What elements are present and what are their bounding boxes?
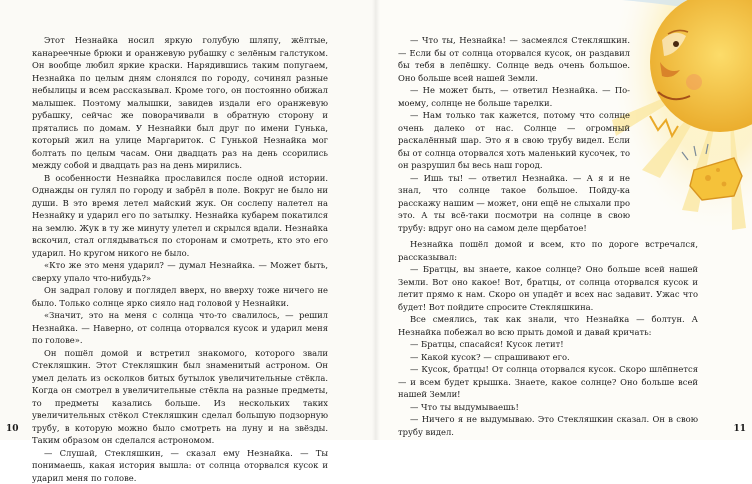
left-page-text [32, 34, 328, 484]
paragraph: Этот Незнайка носил яркую голубую шляпу, жёлтые, канареечные брюки и оранжевую рубашку с зелёным галстуком. Он вообще любил яркие краски. Нарядившись таким попугаем, Незнайка по целым дням слонялся по городу, сочинял разные небылицы и всем рассказывал. Кроме того, он постоянно обижал малышек. Поэтому малышки, завидев издали его оранжевую рубашку, сейчас же поворачивали в обратную сторону и прятались по домам. У Незнайки был друг по имени Гунька, который жил на улице Маргариток. С Гунькой Незнайка мог болтать по целым часам. Они двадцать раз на день ссорились между собой и двадцать раз на день мирились. [32, 34, 328, 172]
paragraph: — Слушай, Стекляшкин, — сказал ему Незнайка. — Ты понимаешь, какая история вышла: от солнца оторвался кусок и ударил меня по голове. [32, 447, 328, 484]
paragraph: «Значит, это на меня с солнца что-то свалилось, — решил Незнайка. — Наверно, от солнца оторвался кусок и ударил меня по голове». [32, 309, 328, 347]
paragraph: — Что ты, Незнайка! — засмеялся Стекляшкин. — Если бы от солнца оторвался кусок, он раздавил бы тебя в лепёшку. Солнце ведь очень большое. Оно больше всей нашей Земли. [398, 34, 630, 84]
right-page-text-wide [398, 238, 698, 438]
paragraph: — Кусок, братцы! От солнца оторвался кусок. Скоро шлёпнется — и всем будет крышка. Знаете, какое солнце? Оно больше всей нашей Земли! [398, 363, 698, 401]
paragraph: — Братцы, вы знаете, какое солнце? Оно больше всей нашей Земли. Вот оно какое! Вот, братцы, от солнца оторвался кусок и летит прямо к нам. Скоро он упадёт и всех нас задавит. Ужас что будет! Вот пойдите спросите Стекляшкина. [398, 263, 698, 313]
paragraph: — Ничего я не выдумываю. Это Стекляшкин сказал. Он в свою трубу видел. [398, 413, 698, 438]
right-page-text-narrow [398, 34, 630, 234]
sun-cheek [686, 74, 702, 90]
paragraph: — Нам только так кажется, потому что солнце очень далеко от нас. Солнце — огромный раскалённый шар. Это я в свою трубу видел. Если бы от солнца оторвался хоть маленький кусочек, то он разрушил бы весь наш город. [398, 109, 630, 172]
left-page-number: 10 [6, 424, 19, 434]
paragraph: Он пошёл домой и встретил знакомого, которого звали Стекляшкин. Этот Стекляшкин был знаменитый астроном. Он умел делать из осколков битых бутылок увеличительные стёкла. Когда он смотрел в увеличительные стёкла на разные предметы, то предметы казались больше. Из нескольких таких увеличительных стёкол Стекляшкин сделал большую подзорную трубу, в которую можно было смотреть на луну и на звёзды. Таким образом он сделался астрономом. [32, 347, 328, 447]
paragraph: В особенности Незнайка прославился после одной истории. Однажды он гулял по городу и забрёл в поле. Вокруг не было ни души. В это время летел майский жук. Он сослепу налетел на Незнайку и ударил его по затылку. Незнайка кубарем покатился на землю. Жук в ту же минуту улетел и скрылся вдали. Незнайка вскочил, стал оглядываться по сторонам и смотреть, кто это его ударил. Но кругом никого не было. [32, 172, 328, 260]
right-page [376, 0, 752, 440]
paragraph: — Ишь ты! — ответил Незнайка. — А я и не знал, что солнце такое большое. Пойду-ка расскажу нашим — может, они ещё не слыхали про это. А ты всё-таки посмотри на солнце в свою трубу: вдруг оно на самом деле щербатое! [398, 172, 630, 235]
paragraph: — Братцы, спасайся! Кусок летит! [398, 338, 698, 351]
book-gutter [372, 0, 380, 440]
paragraph: «Кто же это меня ударил? — думал Незнайка. — Может быть, сверху упало что-нибудь?» [32, 259, 328, 284]
paragraph: Он задрал голову и поглядел вверх, но вверху тоже ничего не было. Только солнце ярко сияло над головой у Незнайки. [32, 284, 328, 309]
paragraph: — Не может быть, — ответил Незнайка. — По-моему, солнце не больше тарелки. [398, 84, 630, 109]
sun-eye-pupil [673, 41, 679, 47]
paragraph: — Какой кусок? — спрашивают его. [398, 351, 698, 364]
paragraph: Незнайка пошёл домой и всем, кто по дороге встречался, рассказывал: [398, 238, 698, 263]
paragraph: Все смеялись, так как знали, что Незнайка — болтун. А Незнайка побежал во всю прыть домой и давай кричать: [398, 313, 698, 338]
left-page [0, 0, 376, 440]
right-page-number: 11 [733, 424, 746, 434]
paragraph: — Что ты выдумываешь! [398, 401, 698, 414]
